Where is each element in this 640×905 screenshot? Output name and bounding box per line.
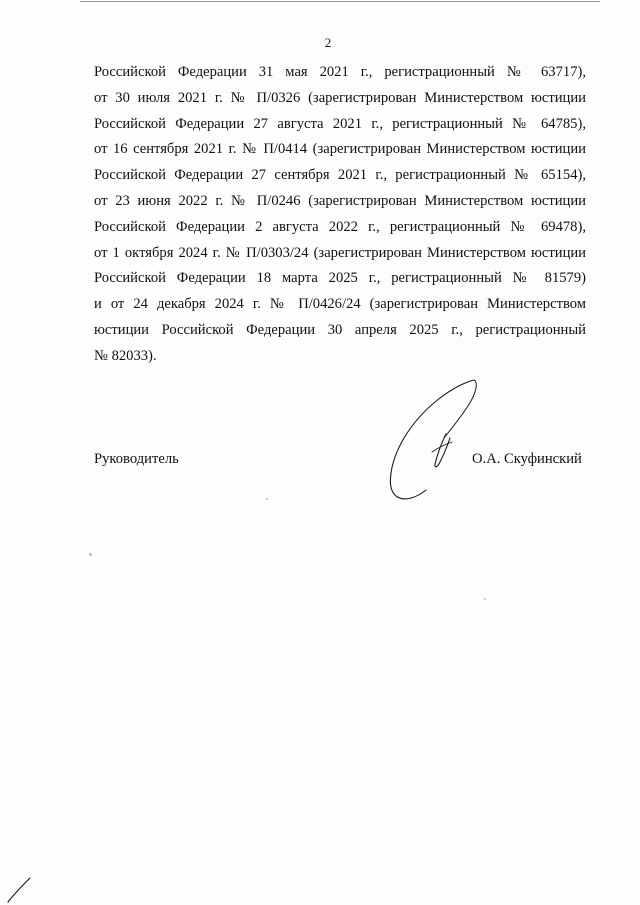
text-line: Российской Федерации 2 августа 2022 г., регистрационный № 69478),: [94, 218, 586, 235]
page-number: 2: [324, 35, 332, 50]
text-line: от 1 октября 2024 г. № П/0303/24 (зарегистрирован Министерством юстиции: [94, 244, 586, 261]
text-line: Российской Федерации 31 мая 2021 г., регистрационный № 63717),: [94, 64, 586, 80]
signer-role: Руководитель: [94, 451, 179, 467]
handwritten-signature: [382, 372, 498, 506]
text-line: Российской Федерации 27 августа 2021 г., регистрационный № 64785),: [94, 115, 586, 132]
text-line: Российской Федерации 27 сентября 2021 г., регистрационный № 65154),: [94, 167, 586, 184]
scan-speck: [89, 553, 92, 556]
text-line: от 23 июня 2022 г. № П/0246 (зарегистрирован Министерством юстиции: [94, 192, 586, 209]
scan-speck: [484, 598, 486, 600]
text-line: от 16 сентября 2021 г. № П/0414 (зарегистрирован Министерством юстиции: [94, 141, 586, 158]
scan-top-edge: [80, 1, 600, 2]
body-paragraph: [94, 60, 586, 370]
pen-stroke-mark: [0, 860, 40, 905]
text-line: № 82033).: [94, 347, 157, 364]
text-line: юстиции Российской Федерации 30 апреля 2025 г., регистрационный: [94, 321, 586, 338]
scan-speck: [266, 498, 268, 500]
text-line: и от 24 декабря 2024 г. № П/0426/24 (зарегистрирован Министерством: [94, 296, 586, 313]
text-line: Российской Федерации 18 марта 2025 г., регистрационный № 81579): [94, 270, 586, 287]
signer-name: О.А. Скуфинский: [472, 451, 582, 467]
text-line: от 30 июля 2021 г. № П/0326 (зарегистрирован Министерством юстиции: [94, 89, 586, 106]
